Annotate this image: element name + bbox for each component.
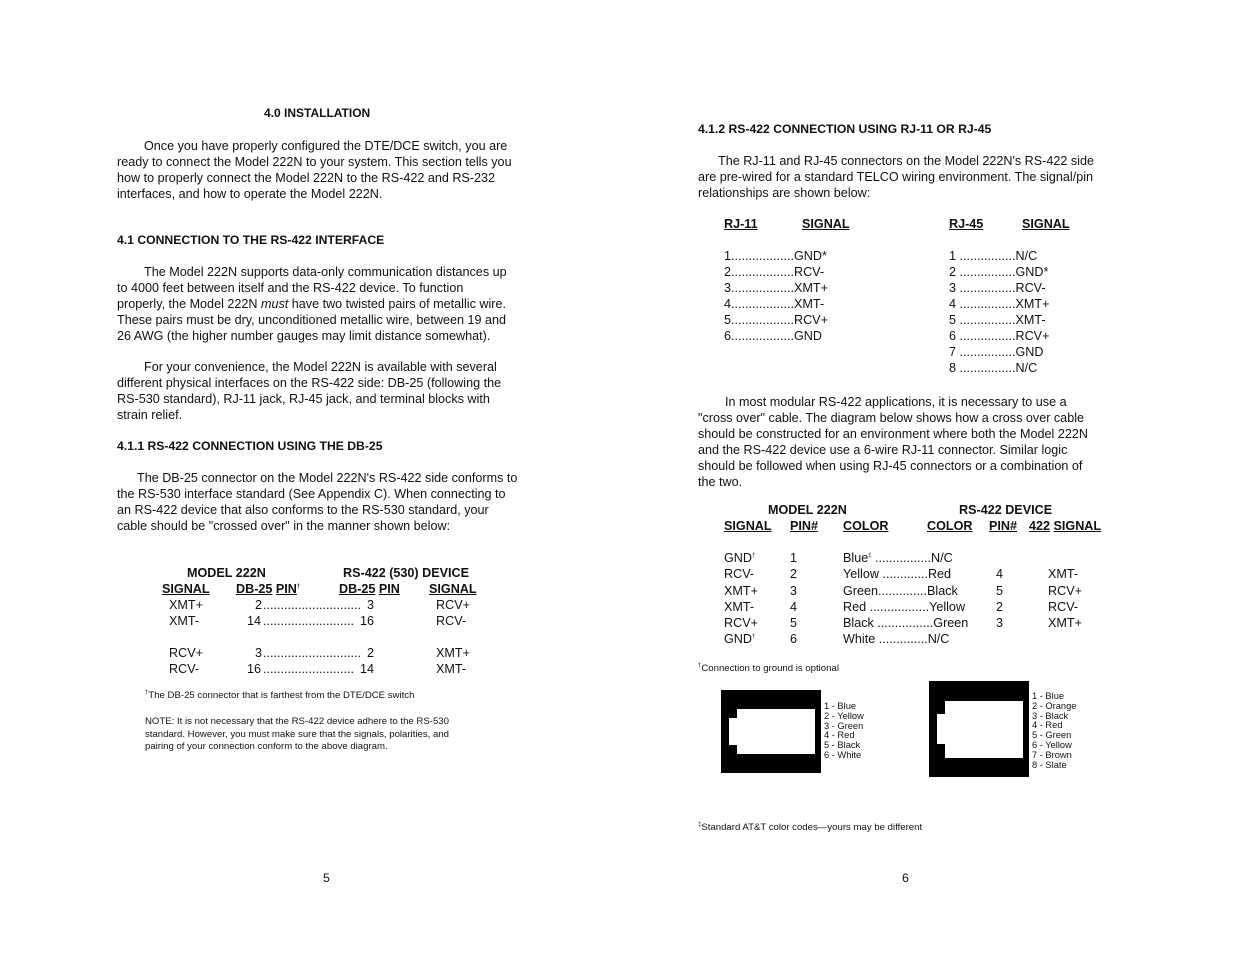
text-line: should be constructed for an environment where both the Model 222N (698, 427, 1088, 441)
table-row: GND† 6 White ..............N/C (724, 632, 950, 646)
list-item: 1..................GND* (724, 249, 827, 263)
text-line: The DB-25 connector on the Model 222N's RS-422 side conforms to (137, 471, 518, 485)
text-line: The RJ-11 and RJ-45 connectors on the Model 222N's RS-422 side (718, 154, 1094, 168)
text-line: and the RS-422 device use a 6-wire RJ-11 connector. Similar logic (698, 443, 1068, 457)
list-item: 8 ................N/C (949, 361, 1038, 375)
list-item: 3..................XMT+ (724, 281, 828, 295)
legend-item: 3 - Black (1032, 710, 1069, 721)
legend-item: 1 - Blue (824, 701, 857, 711)
rj11-header-signal: SIGNAL (802, 217, 850, 231)
page-number: 6 (902, 871, 909, 885)
group-header-device: RS-422 DEVICE (959, 503, 1053, 517)
text-line: strain relief. (117, 408, 183, 422)
text-line: the RS-530 interface standard (See Appendix C). When connecting to (117, 487, 506, 501)
rj45-header-signal: SIGNAL (1022, 217, 1070, 231)
legend-item: 4 - Red (824, 730, 855, 741)
paragraph-db25 (117, 470, 557, 534)
text-line: 26 AWG (the higher number gauges may limit distance somewhat). (117, 329, 491, 343)
paragraph-crossover (698, 394, 1138, 490)
text-line: NOTE: It is not necessary that the RS-422 device adhere to the RS-530 (145, 716, 449, 727)
table-row: RCV+ 3 ............................ 2 XMT+ (169, 646, 470, 660)
text-line: RS-530 standard), RJ-11 jack, RJ-45 jack, and terminal blocks with (117, 392, 490, 406)
text-line: to 4000 feet between itself and the RS-422 device. To function (117, 281, 464, 295)
group-header-model: MODEL 222N (768, 503, 847, 517)
text-line: are pre-wired for a standard TELCO wiring environment. The signal/pin (698, 170, 1094, 184)
legend-item: 8 - Slate (1032, 759, 1067, 770)
left-page (0, 0, 617, 954)
note-paragraph (145, 716, 505, 754)
legend-item: 1 - Blue (1032, 691, 1065, 701)
rj45-connector-diagram (929, 681, 1029, 777)
table-row: XMT- 14 .......................... 16 RCV- (169, 614, 467, 628)
col-header-db25-pin: DB-25 PIN† (236, 582, 301, 596)
col-header-signal: SIGNAL (724, 519, 772, 533)
text-line: The Model 222N supports data-only communication distances up (144, 265, 507, 279)
heading-4-1: 4.1 CONNECTION TO THE RS-422 INTERFACE (117, 233, 385, 247)
table-row: XMT- 4 Red .................Yellow 2 RCV- (724, 600, 1079, 614)
rj11-connector-diagram (721, 690, 821, 773)
heading-4-1-2: 4.1.2 RS-422 CONNECTION USING RJ-11 OR RJ-45 (698, 122, 992, 136)
col-header-signal: SIGNAL (162, 582, 210, 596)
text-line: interfaces, and how to operate the Model 222N. (117, 187, 383, 201)
col-header-422-signal: 422 SIGNAL (1029, 519, 1102, 533)
text-line: relationships are shown below: (698, 186, 871, 200)
text-line: These pairs must be dry, unconditioned metallic wire, between 19 and (117, 313, 506, 327)
heading-4-1-1: 4.1.1 RS-422 CONNECTION USING THE DB-25 (117, 439, 383, 453)
att-color-footnote: ‡Standard AT&T color codes—yours may be different (698, 821, 923, 833)
legend-item: 2 - Yellow (824, 710, 864, 721)
right-page (617, 0, 1235, 954)
page-number: 5 (323, 871, 330, 885)
text-line: properly, the Model 222N must have two twisted pairs of metallic wire. (117, 297, 506, 311)
list-item: 2..................RCV- (724, 265, 825, 279)
col-header-db25-pin-device: DB-25 PIN (339, 582, 400, 596)
legend-item: 5 - Green (1032, 730, 1072, 741)
legend-item: 4 - Red (1032, 720, 1063, 731)
text-line: In most modular RS-422 applications, it is necessary to use a (725, 395, 1067, 409)
col-header-signal-device: SIGNAL (429, 582, 477, 596)
text-line: the two. (698, 475, 743, 489)
list-item: 6 ................RCV+ (949, 329, 1050, 343)
table-row: RCV+ 5 Black ................Green 3 XMT+ (724, 616, 1082, 630)
text-line: Once you have properly configured the DTE/DCE switch, you are (144, 139, 508, 153)
list-item: 3 ................RCV- (949, 281, 1046, 295)
rj45-header-port: RJ-45 (949, 217, 984, 231)
group-header-device: RS-422 (530) DEVICE (343, 566, 469, 580)
col-header-pin: PIN# (790, 519, 818, 533)
col-header-pin-device: PIN# (989, 519, 1017, 533)
col-header-color: COLOR (843, 519, 889, 533)
list-item: 6..................GND (724, 329, 822, 343)
text-line: cable should be "crossed over" in the manner shown below: (117, 519, 451, 533)
table-row: XMT+ 3 Green..............Black 5 RCV+ (724, 584, 1082, 598)
text-line: an RS-422 device that also conforms to the RS-530 standard, your (117, 503, 489, 517)
group-header-model: MODEL 222N (187, 566, 266, 580)
list-item: 5 ................XMT- (949, 313, 1046, 327)
text-line: different physical interfaces on the RS-422 side: DB-25 (following the (117, 376, 502, 390)
text-line: "cross over" cable. The diagram below shows how a cross over cable (698, 411, 1084, 425)
table-row: XMT+ 2 ............................ 3 RCV+ (169, 598, 470, 612)
paragraph-rj (698, 153, 1138, 201)
paragraph-distance (117, 264, 557, 344)
legend-item: 6 - White (824, 749, 862, 760)
text-line: should be followed when using RJ-45 connectors or a combination of (698, 459, 1083, 473)
text-line: For your convenience, the Model 222N is available with several (144, 360, 497, 374)
legend-item: 7 - Brown (1032, 749, 1072, 760)
text-line: pairing of your connection conform to the above diagram. (145, 741, 388, 753)
legend-item: 2 - Orange (1032, 700, 1077, 711)
db25-footnote: †The DB-25 connector that is farthest from the DTE/DCE switch (145, 689, 415, 701)
table-row: GND† 1 Blue‡ ................N/C (724, 551, 953, 565)
paragraph-interfaces (117, 359, 557, 423)
legend-item: 3 - Green (824, 720, 864, 731)
rj11-header-port: RJ-11 (724, 217, 758, 231)
col-header-color-device: COLOR (927, 519, 973, 533)
intro-paragraph (117, 138, 557, 202)
legend-item: 6 - Yellow (1032, 739, 1072, 750)
list-item: 5..................RCV+ (724, 313, 828, 327)
text-line: how to properly connect the Model 222N to the RS-422 and RS-232 (117, 171, 496, 185)
table-row: RCV- 16 .......................... 14 XMT- (169, 662, 467, 676)
table-row: RCV- 2 Yellow .............Red 4 XMT- (724, 567, 1079, 581)
list-item: 7 ................GND (949, 345, 1044, 359)
rj11-color-legend (824, 702, 864, 761)
list-item: 2 ................GND* (949, 265, 1049, 279)
text-line: ready to connect the Model 222N to your system. This section tells you (117, 155, 512, 169)
list-item: 4..................XMT- (724, 297, 825, 311)
legend-item: 5 - Black (824, 740, 861, 751)
rj45-color-legend (1032, 692, 1076, 770)
list-item: 1 ................N/C (949, 249, 1038, 263)
text-line: standard. However, you must make sure that the signals, polarities, and (145, 728, 449, 740)
list-item: 4 ................XMT+ (949, 297, 1050, 311)
section-title: 4.0 INSTALLATION (264, 106, 371, 120)
ground-footnote: †Connection to ground is optional (698, 662, 839, 674)
